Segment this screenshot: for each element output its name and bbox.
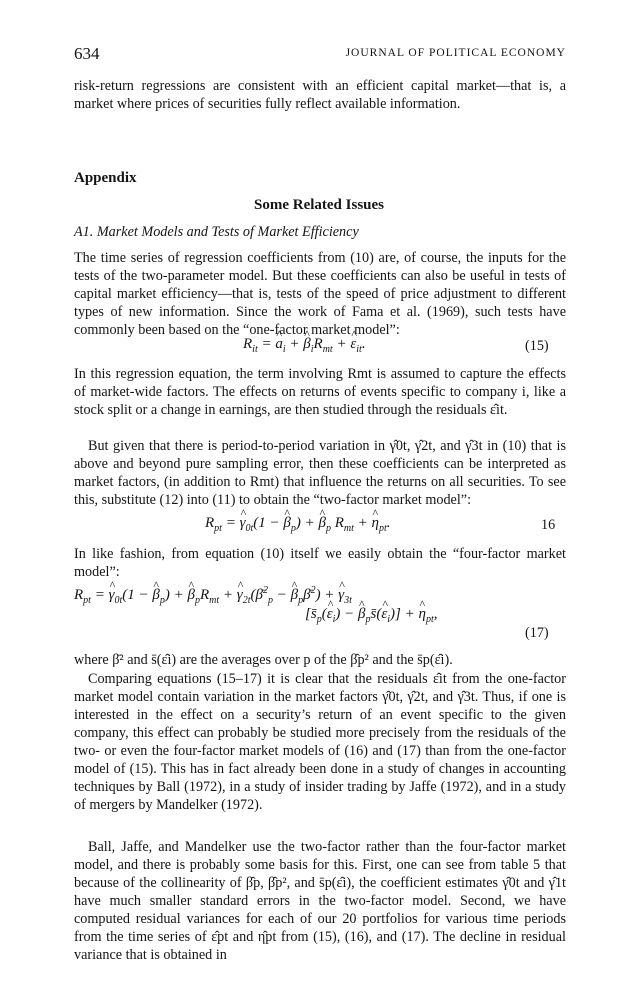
- section-heading: Some Related Issues: [254, 197, 384, 213]
- page-number: 634: [74, 44, 100, 63]
- subsection-heading: A1. Market Models and Tests of Market Efficiency: [74, 224, 359, 240]
- paragraph-6: Comparing equations (15–17) it is clear that the residuals ε̂it from the one-factor market model contain variation in the market factors γ̂0t, γ̂2t, and γ̂3t. Thus, if one is interested in the effect on a security’s return of an event specific to the given company, this effect can probably be studied more precisely from the residuals of the two- or even the four-factor market models of (16) and (17) than from the one-factor model of (15). This has in fact already been done in a study of changes in accounting techniques by Ball (1972), in a study of insider trading by Jaffe (1972), and in a study of mergers by Mandelker (1972).: [74, 671, 566, 813]
- appendix-heading: Appendix: [74, 170, 137, 186]
- equation-15-number: (15): [525, 338, 549, 354]
- journal-title: JOURNAL OF POLITICAL ECONOMY: [345, 47, 566, 59]
- equation-17-number: (17): [525, 625, 549, 641]
- paragraph-7: Ball, Jaffe, and Mandelker use the two-factor rather than the four-factor market model, and there is probably some basis for this. First, one can see from table 5 that because of the collinearity of β̂p, β̂p², and s̄p(ε̂i), the coefficient estimates γ̂0t and γ̂1t have much smaller standard errors in the two-factor model. Second, we have computed residual variances for each of our 20 portfolios for various time periods from the time series of ε̂pt and η̂pt from (15), (16), and (17). The decline in residual variance that is obtained in: [74, 839, 566, 963]
- paragraph-1: The time series of regression coefficients from (10) are, of course, the inputs for the tests of the two-parameter model. But these coefficients can also be useful in tests of capital market efficiency—that is, tests of the speed of price adjustment to different types of new information. Since the work of Fama et al. (1969), such tests have commonly been based on the “one-factor market model”:: [74, 250, 566, 338]
- equation-16: $R_{pt}$ = ^ $\gamma_{0t}(1$ − ^ $\beta_p$) + ^ $\beta_p$ $R_{mt}$ + ^ $\eta_{pt}$.: [205, 515, 391, 534]
- equation-16-number: 16: [541, 517, 556, 533]
- equation-17-line-1: $R_{pt}$ = ^ $\gamma_{0t}(1$ − ^ $\beta_p$) + ^ $\beta_pR_{mt}$ + ^ $\gamma_{2t}(\betā^2_p$ − ^ $\beta_p\betā^2$) + ^ $\gamma_{3t}$: [74, 585, 352, 606]
- equation-17-line-2: [$s̄_p(\^{}$ $\varepsilon_i$) − ^ $\beta_ps̄(\^{}$ $\varepsilon_i$)] + ^ $\eta_{pt}$,: [305, 606, 438, 625]
- equation-15: $R_{it}$ = ^ $a_i$ + ^ $\beta_iR_{mt}$ + ^ $\varepsilon_{it}$.: [243, 336, 366, 355]
- running-header: [74, 44, 566, 64]
- paragraph-3: But given that there is period-to-period variation in γ̂0t, γ̂2t, and γ̂3t in (10) that is above and beyond pure sampling error, then these coefficients can be interpreted as market factors, (in addition to Rmt) that influence the returns on all securities. To see this, substitute (12) into (11) to obtain the “two-factor market model”:: [74, 438, 566, 508]
- paragraph-2: In this regression equation, the term involving Rmt is assumed to capture the effects of market-wide factors. The effects on returns of events specific to company i, like a stock split or a change in earnings, are then studied through the residuals ε̂it.: [74, 366, 566, 418]
- intro-paragraph: risk-return regressions are consistent with an efficient capital market—that is, a market where prices of securities fully reflect available information.: [74, 78, 566, 112]
- paragraph-4: In like fashion, from equation (10) itself we easily obtain the “four-factor market model”:: [74, 546, 566, 580]
- paragraph-5: where β̄² and s̄(ε̂i) are the averages over p of the β̂p² and the s̄p(ε̂i).: [74, 652, 453, 668]
